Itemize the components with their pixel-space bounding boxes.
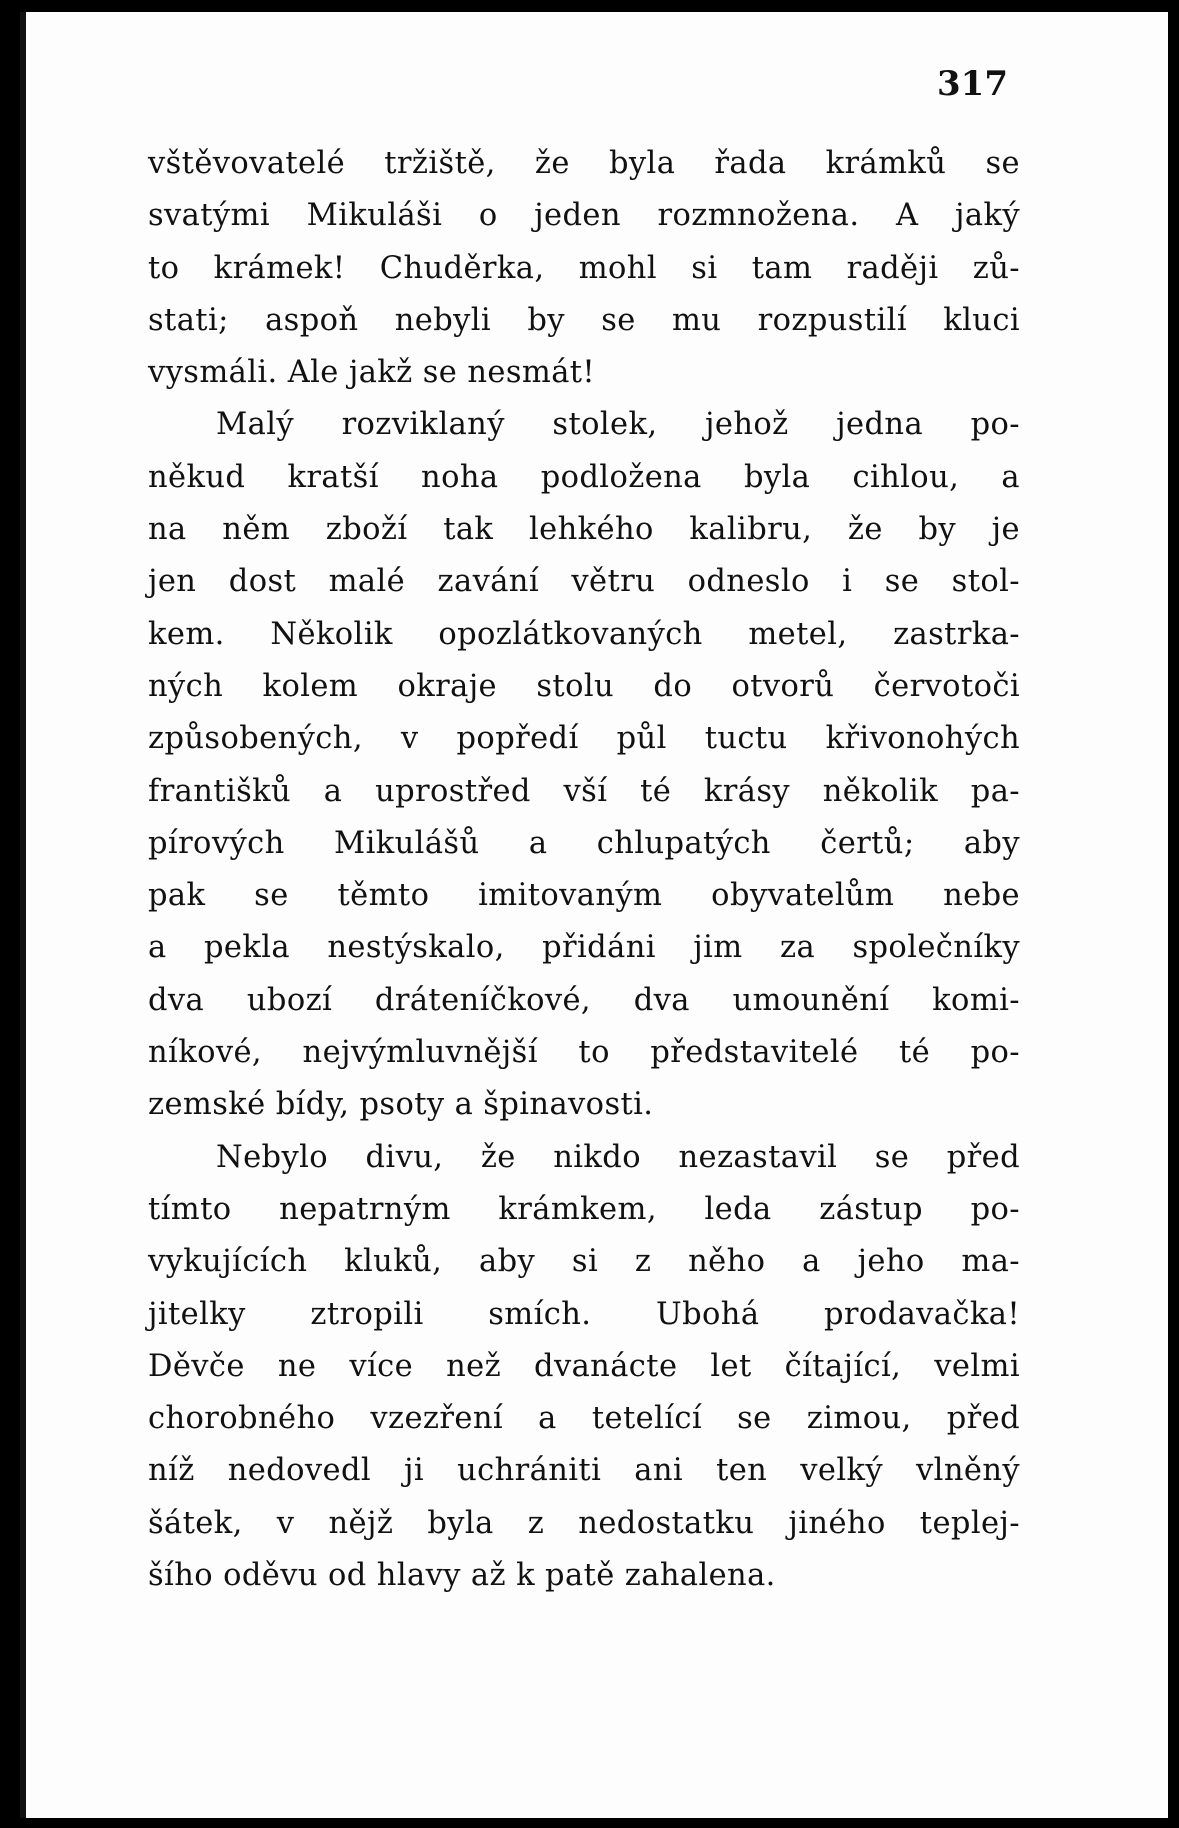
body-text	[148, 138, 1020, 1602]
text-line: vysmáli. Ale jakž se nesmát!	[148, 355, 596, 391]
text-line: svatými Mikuláši o jeden rozmnožena. A jaký	[148, 198, 1020, 234]
text-line: pírových Mikulášů a chlupatých čertů; aby	[148, 825, 1020, 861]
text-line: na něm zboží tak lehkého kalibru, že by je	[148, 512, 1020, 548]
text-line: chorobného vzezření a tetelící se zimou, před	[148, 1401, 1020, 1437]
book-page	[20, 12, 1168, 1818]
text-line: tímto nepatrným krámkem, leda zástup po-	[148, 1191, 1020, 1227]
text-line: Nebylo divu, že nikdo nezastavil se před	[216, 1139, 1020, 1175]
text-line: jen dost malé zavání větru odneslo i se stol-	[148, 564, 1020, 600]
text-line: františků a uprostřed vší té krásy několik pa-	[148, 773, 1020, 809]
text-line: dva ubozí dráteníčkové, dva umounění komi-	[148, 982, 1020, 1018]
text-line: zemské bídy, psoty a špinavosti.	[148, 1087, 654, 1123]
text-line: Děvče ne více než dvanácte let čítající, velmi	[148, 1348, 1020, 1384]
text-line: a pekla nestýskalo, přidáni jim za společníky	[148, 930, 1020, 966]
text-line: stati; aspoň nebyli by se mu rozpustilí kluci	[148, 302, 1020, 338]
text-line: vštěvovatelé tržiště, že byla řada krámků se	[148, 146, 1020, 181]
text-line: šího oděvu od hlavy až k patě zahalena.	[148, 1558, 776, 1594]
text-line: způsobených, v popředí půl tuctu křivonohých	[148, 721, 1020, 757]
text-line: ných kolem okraje stolu do otvorů červotoči	[148, 668, 1020, 704]
page-number: 317	[937, 64, 1008, 104]
text-line: jitelky ztropili smích. Ubohá prodavačka!	[148, 1296, 1020, 1332]
text-line: kem. Několik opozlátkovaných metel, zastrka-	[148, 616, 1020, 652]
text-line: šátek, v nějž byla z nedostatku jiného teplej-	[148, 1505, 1020, 1541]
text-line: Malý rozviklaný stolek, jehož jedna po-	[216, 407, 1020, 443]
text-line: pak se těmto imitovaným obyvatelům nebe	[148, 878, 1020, 914]
text-line: vykujících kluků, aby si z něho a jeho ma-	[148, 1244, 1020, 1280]
text-line: níž nedovedl ji uchrániti ani ten velký vlněný	[148, 1453, 1020, 1489]
text-line: to krámek! Chuděrka, mohl si tam raději zů-	[148, 250, 1020, 286]
text-line: níkové, nejvýmluvnější to představitelé té po-	[148, 1035, 1020, 1071]
text-line: někud kratší noha podložena byla cihlou, a	[148, 459, 1020, 495]
